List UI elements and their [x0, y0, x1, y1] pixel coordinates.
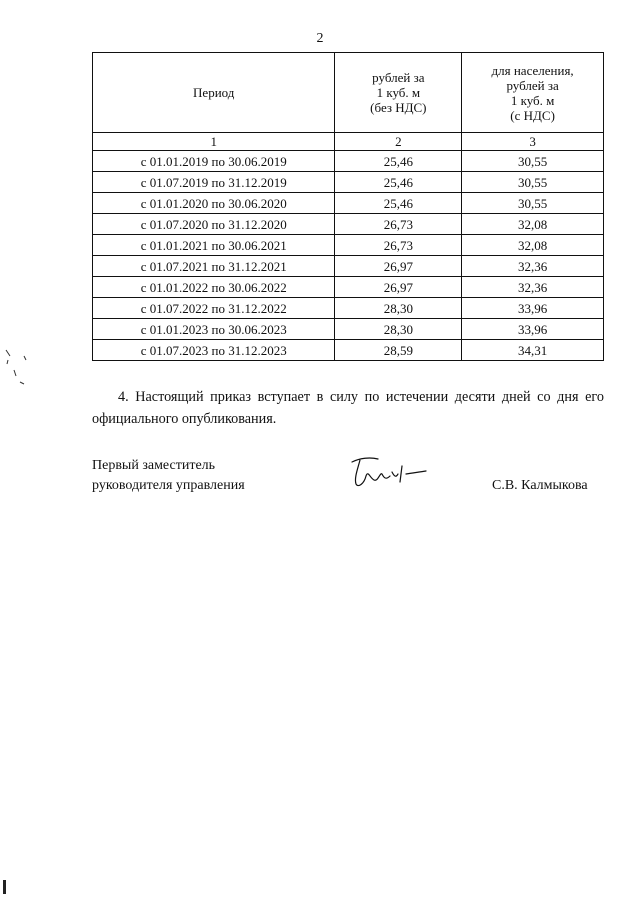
price-without-vat-cell: 26,97 [335, 277, 462, 298]
signer-name: С.В. Калмыкова [492, 478, 588, 493]
period-cell: с 01.07.2020 по 31.12.2020 [93, 214, 335, 235]
tariff-table [92, 52, 604, 361]
table-index-row [93, 133, 604, 151]
price-with-vat-cell: 32,36 [462, 277, 604, 298]
period-cell: с 01.01.2021 по 30.06.2021 [93, 235, 335, 256]
period-cell: с 01.07.2021 по 31.12.2021 [93, 256, 335, 277]
table-header-row [93, 53, 604, 133]
period-cell: с 01.01.2023 по 30.06.2023 [93, 319, 335, 340]
index-cell: 2 [335, 133, 462, 151]
period-cell: с 01.07.2022 по 31.12.2022 [93, 298, 335, 319]
header-period: Период [93, 53, 335, 133]
price-without-vat-cell: 26,73 [335, 235, 462, 256]
period-cell: с 01.01.2020 по 30.06.2020 [93, 193, 335, 214]
price-with-vat-cell: 30,55 [462, 151, 604, 172]
table-row [93, 172, 604, 193]
price-without-vat-cell: 25,46 [335, 172, 462, 193]
price-without-vat-cell: 28,59 [335, 340, 462, 361]
edge-scan-mark [3, 880, 6, 894]
price-without-vat-cell: 25,46 [335, 151, 462, 172]
price-with-vat-cell: 33,96 [462, 319, 604, 340]
period-cell: с 01.01.2022 по 30.06.2022 [93, 277, 335, 298]
price-with-vat-cell: 33,96 [462, 298, 604, 319]
price-with-vat-cell: 30,55 [462, 172, 604, 193]
table-row [93, 319, 604, 340]
price-with-vat-cell: 34,31 [462, 340, 604, 361]
header-price-without-vat: рублей за 1 куб. м (без НДС) [335, 53, 462, 133]
table-body [93, 151, 604, 361]
table-row [93, 256, 604, 277]
price-without-vat-cell: 26,97 [335, 256, 462, 277]
signer-title [92, 456, 245, 496]
table-row [93, 235, 604, 256]
price-without-vat-cell: 25,46 [335, 193, 462, 214]
price-with-vat-cell: 32,08 [462, 235, 604, 256]
table-row [93, 214, 604, 235]
table-row [93, 193, 604, 214]
table-row [93, 298, 604, 319]
margin-scan-marks [2, 346, 32, 390]
index-cell: 1 [93, 133, 335, 151]
signer-title-line1: Первый заместитель [92, 458, 216, 473]
table-row [93, 151, 604, 172]
price-with-vat-cell: 32,08 [462, 214, 604, 235]
period-cell: с 01.07.2023 по 31.12.2023 [93, 340, 335, 361]
signer-title-line2: руководителя управления [92, 478, 245, 493]
period-cell: с 01.07.2019 по 31.12.2019 [93, 172, 335, 193]
handwritten-signature [346, 454, 428, 494]
page-number: 2 [316, 31, 324, 46]
price-with-vat-cell: 30,55 [462, 193, 604, 214]
period-cell: с 01.01.2019 по 30.06.2019 [93, 151, 335, 172]
price-with-vat-cell: 32,36 [462, 256, 604, 277]
price-without-vat-cell: 28,30 [335, 298, 462, 319]
header-price-with-vat: для населения, рублей за 1 куб. м (с НДС) [462, 53, 604, 133]
index-cell: 3 [462, 133, 604, 151]
table-row [93, 340, 604, 361]
table-row [93, 277, 604, 298]
price-without-vat-cell: 28,30 [335, 319, 462, 340]
paragraph-4: 4. Настоящий приказ вступает в силу по истечении десяти дней со дня его официального опубликования. [92, 389, 604, 427]
price-without-vat-cell: 26,73 [335, 214, 462, 235]
